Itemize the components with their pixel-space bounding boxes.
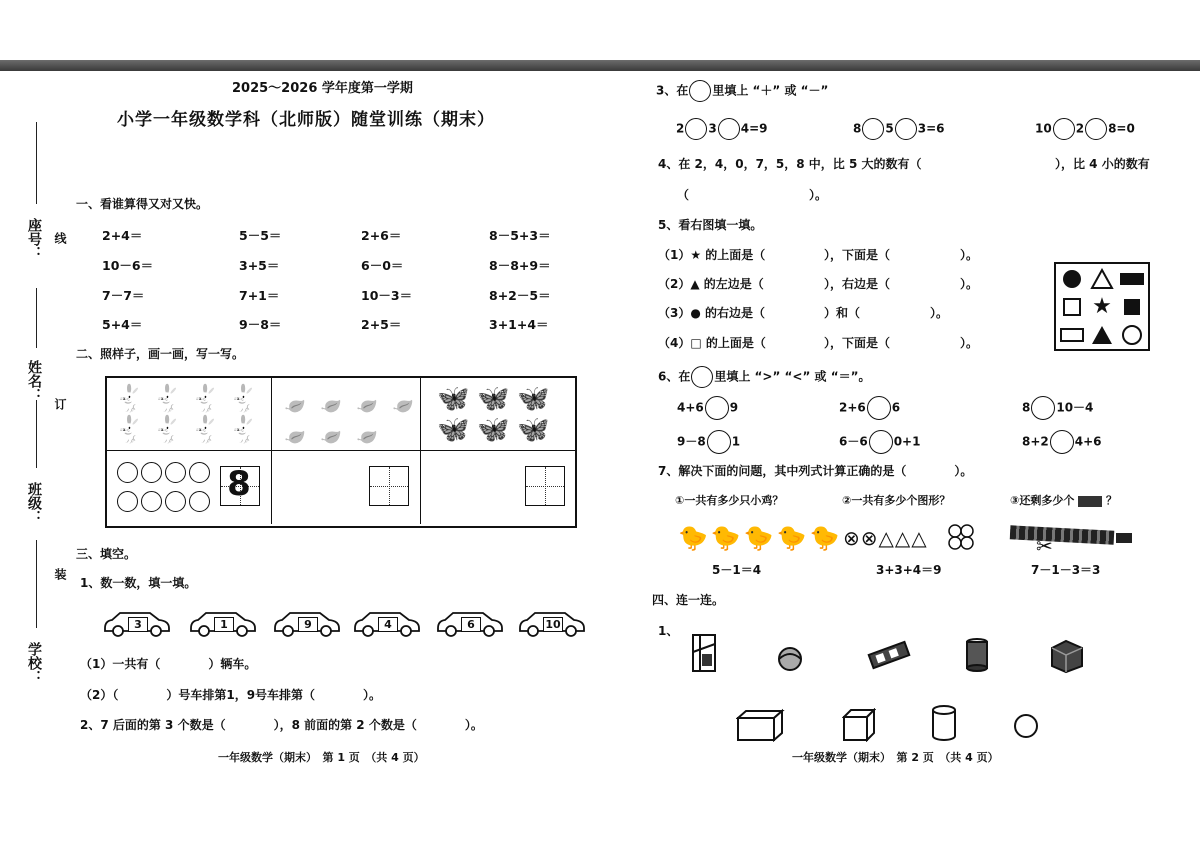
rabbit-icon: 🐇 — [191, 384, 224, 414]
q6-comparison: 2+6 6 — [839, 396, 900, 420]
operator-circle[interactable] — [718, 118, 740, 140]
binding-line — [36, 288, 37, 348]
car-icon — [272, 608, 342, 636]
calc-problem: 2+6＝ — [361, 228, 402, 243]
q7-question-1: ①一共有多少只小鸡？ — [675, 494, 784, 507]
section2-title: 二、照样子，画一画，写一写。 — [76, 347, 245, 361]
q5-item-text: （1）★ 的上面是（ — [658, 248, 766, 262]
compare-circle[interactable] — [1031, 396, 1055, 420]
xian-label: 线 — [53, 232, 67, 244]
triangle-icon — [1087, 265, 1117, 293]
car-icon — [435, 608, 505, 636]
circle-icon — [165, 491, 186, 512]
calc-problem: 8－8+9＝ — [489, 258, 551, 273]
circle-icon — [141, 491, 162, 512]
q6-comparison: 8+2 4+6 — [1022, 430, 1102, 454]
operator-circle[interactable] — [685, 118, 707, 140]
q5-item-text: （4）□ 的上面是（ — [658, 336, 766, 350]
rabbit-icon: 🐇 — [191, 415, 224, 445]
circle-icon — [1117, 321, 1147, 349]
calc-problem: 5－5＝ — [239, 228, 282, 243]
calc-problem: 3+1+4＝ — [489, 317, 549, 332]
calc-problem: 8+2－5＝ — [489, 288, 551, 303]
class-label: 班级： — [26, 482, 42, 524]
calc-problem: 7－7＝ — [102, 288, 145, 303]
calc-problem: 10－3＝ — [361, 288, 413, 303]
cylinder-icon — [930, 704, 958, 742]
q5-item-text: ）。 — [960, 336, 979, 350]
q5-item-text: ）。 — [960, 277, 979, 291]
q3-line: 3、在 里填上 “＋” 或 “－” — [656, 80, 828, 102]
q6-comparison: 9－8 1 — [677, 430, 740, 454]
star-icon: ★ — [1092, 294, 1112, 319]
sphere-icon — [1012, 712, 1040, 740]
q5-item-text: ）和（ — [824, 306, 861, 320]
q3-equation: 2 3 4=9 — [676, 118, 767, 140]
calc-problem: 10－6＝ — [102, 258, 154, 273]
name-label: 姓名： — [26, 360, 42, 402]
shape-grid — [1054, 262, 1150, 351]
binding-line — [36, 400, 37, 468]
filled-triangle-icon — [1087, 321, 1117, 349]
car-icon — [188, 608, 258, 636]
filled-rectangle-icon — [1117, 265, 1147, 293]
rabbit-icon: 🐇 — [115, 415, 148, 445]
q4-text-a: 4、在 2，4，0，7，5，8 中，比 5 大的数有（ — [658, 157, 922, 171]
filled-circle-icon — [1057, 265, 1087, 293]
writing-grid[interactable] — [369, 466, 409, 506]
car-icon — [102, 608, 172, 636]
q7-answer-3: 7－1－3＝3 — [1031, 563, 1101, 577]
answer-circle — [689, 80, 711, 102]
car-number: 3 — [128, 617, 148, 632]
q5-item-text: ）。 — [930, 306, 949, 320]
ball-icon — [776, 645, 804, 673]
school-label: 学校： — [26, 642, 42, 684]
section1-title: 一、看谁算得又对又快。 — [76, 197, 209, 211]
rabbit-icon: 🐇 — [153, 415, 186, 445]
clover-icon — [946, 522, 976, 556]
car-number: 9 — [298, 617, 318, 632]
section3-title: 三、填空。 — [76, 547, 137, 561]
milk-carton-icon — [690, 632, 720, 674]
circle-icon — [189, 491, 210, 512]
q5-item-text: （2）▲ 的左边是（ — [658, 277, 764, 291]
rabbit-icon: 🐇 — [153, 384, 186, 414]
circle-icon — [141, 462, 162, 483]
calc-problem: 6－0＝ — [361, 258, 404, 273]
butterfly-icon: 🦋 — [517, 384, 550, 414]
can-icon — [964, 637, 990, 673]
q5-item-text: ）。 — [960, 248, 979, 262]
q1b-text: （2）（ ）号车排第1，9号车排第（ ）。 — [80, 688, 382, 702]
car-number: 1 — [214, 617, 234, 632]
ribbon-piece-icon — [1116, 533, 1132, 543]
calc-problem: 3+5＝ — [239, 258, 280, 273]
draw-write-box — [105, 376, 577, 528]
leaf-icon: 🍃 — [387, 384, 420, 414]
leaf-icon: 🍃 — [279, 384, 312, 414]
cuboid-icon — [736, 708, 786, 742]
eraser-icon — [866, 640, 912, 670]
q3-equation: 10 2 8=0 — [1035, 118, 1135, 140]
q5-item-text: （3）● 的右边是（ — [658, 306, 765, 320]
binding-line — [36, 540, 37, 628]
compare-circle[interactable] — [869, 430, 893, 454]
rabbit-icon: 🐇 — [229, 415, 262, 445]
q6-comparison: 4+6 9 — [677, 396, 738, 420]
leaf-icon: 🍃 — [315, 415, 348, 445]
butterfly-icon: 🦋 — [477, 384, 510, 414]
operator-circle[interactable] — [895, 118, 917, 140]
q7-question-2: ②一共有多少个图形？ — [842, 494, 951, 507]
leaf-icon: 🍃 — [351, 384, 384, 414]
calc-problem: 8－5+3＝ — [489, 228, 551, 243]
rectangle-icon — [1057, 321, 1087, 349]
q1a-text: （1）一共有（ ）辆车。 — [80, 657, 257, 671]
calc-problem: 2+5＝ — [361, 317, 402, 332]
q1-text: 1、数一数，填一填。 — [80, 576, 197, 590]
compare-circle[interactable] — [1050, 430, 1074, 454]
q4-text-c: （ ）。 — [677, 188, 828, 202]
calc-problem: 5+4＝ — [102, 317, 143, 332]
q7-answer-1: 5－1＝4 — [712, 563, 762, 577]
cube-icon — [842, 708, 876, 742]
q7-answer-2: 3+3+4＝9 — [876, 563, 942, 577]
operator-circle[interactable] — [1053, 118, 1075, 140]
butterfly-icon: 🦋 — [437, 384, 470, 414]
footer-left: 一年级数学（期末） 第 1 页 （共 4 页） — [218, 751, 425, 764]
filled-square-icon — [1117, 293, 1147, 321]
zhuang-label: 装 — [53, 568, 67, 580]
q5-text: 5、看右图填一填。 — [658, 218, 763, 232]
ribbon-icon — [1010, 525, 1115, 544]
leaf-icon: 🍃 — [279, 415, 312, 445]
butterfly-icon: 🦋 — [437, 415, 470, 445]
answer-circle — [691, 366, 713, 388]
car-number: 10 — [543, 617, 563, 632]
leaf-icon: 🍃 — [315, 384, 348, 414]
car-number: 6 — [461, 617, 481, 632]
circle-icon — [165, 462, 186, 483]
car-icon — [352, 608, 422, 636]
operator-circle[interactable] — [1085, 118, 1107, 140]
calc-problem: 7+1＝ — [239, 288, 280, 303]
q4-text-b: ），比 4 小的数有 — [1055, 157, 1150, 171]
calc-problem: 2+4＝ — [102, 228, 143, 243]
butterfly-icon: 🦋 — [517, 415, 550, 445]
footer-right: 一年级数学（期末） 第 2 页 （共 4 页） — [792, 751, 999, 764]
compare-circle[interactable] — [705, 396, 729, 420]
example-digit: 8 — [227, 464, 251, 504]
seat-label: 座号： — [26, 218, 42, 260]
writing-grid[interactable] — [525, 466, 565, 506]
ding-label: 订 — [53, 398, 67, 410]
car-icon — [517, 608, 587, 636]
q5-item-text: ），下面是（ — [824, 248, 891, 262]
compare-circle[interactable] — [707, 430, 731, 454]
binding-line — [36, 122, 37, 204]
shapes-icon: ⊗⊗△△△ — [843, 526, 928, 550]
q6-line: 6、在 里填上 “>” “<” 或 “＝”。 — [658, 366, 871, 388]
circle-icon — [117, 491, 138, 512]
chicks-icon: 🐤🐤🐤🐤🐤 — [678, 524, 843, 552]
q7-text: 7、解决下面的问题，其中列式计算正确的是（ ）。 — [658, 464, 973, 478]
compare-circle[interactable] — [867, 396, 891, 420]
car-number: 4 — [378, 617, 398, 632]
q2-text: 2、7 后面的第 3 个数是（ ），8 前面的第 2 个数是（ ）。 — [80, 718, 483, 732]
q6-comparison: 8 10－4 — [1022, 396, 1093, 420]
scissors-icon: ✂ — [1036, 534, 1053, 558]
circle-icon — [189, 462, 210, 483]
rabbit-icon: 🐇 — [229, 384, 262, 414]
cube-box-icon — [1048, 638, 1086, 674]
butterfly-icon: 🦋 — [477, 415, 510, 445]
circle-icon — [117, 462, 138, 483]
section4-q1: 1、 — [658, 624, 679, 638]
rabbit-icon: 🐇 — [115, 384, 148, 414]
calc-problem: 9－8＝ — [239, 317, 282, 332]
q5-item-text: ），下面是（ — [824, 336, 891, 350]
q3-equation: 8 5 3=6 — [853, 118, 944, 140]
square-icon — [1057, 293, 1087, 321]
operator-circle[interactable] — [862, 118, 884, 140]
section4-title: 四、连一连。 — [652, 593, 725, 607]
q7-question-3: ③还剩多少个 ？ — [1010, 494, 1118, 507]
q5-item-text: ），右边是（ — [824, 277, 891, 291]
q6-comparison: 6－6 0+1 — [839, 430, 920, 454]
page-title: 小学一年级数学科（北师版）随堂训练（期末） — [117, 110, 495, 130]
top-bar — [0, 60, 1200, 71]
school-year: 2025～2026 学年度第一学期 — [232, 81, 413, 96]
leaf-icon: 🍃 — [351, 415, 384, 445]
